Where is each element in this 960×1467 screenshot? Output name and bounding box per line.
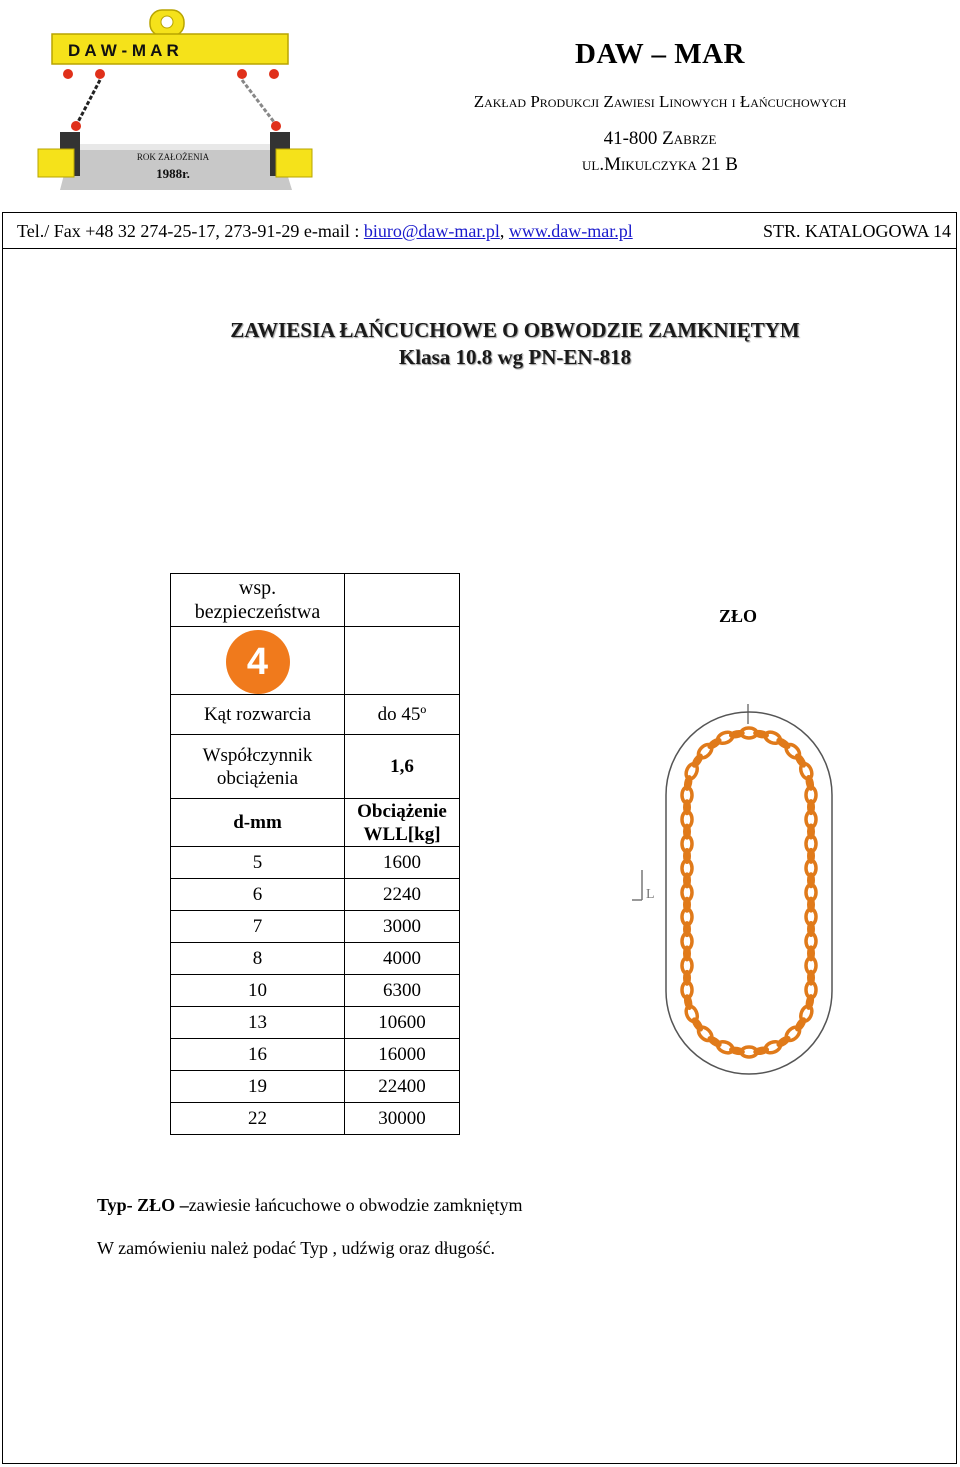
load-factor-label-line1: Współczynnik	[202, 744, 313, 766]
cell-diameter: 6	[171, 879, 345, 911]
table-row	[171, 975, 460, 1007]
angle-label: Kąt rozwarcia	[171, 695, 345, 735]
catalog-page: STR. KATALOGOWA 14	[762, 221, 951, 241]
product-type-label: ZŁO	[718, 606, 757, 626]
col-header-wll-line2: WLL[kg]	[363, 823, 441, 845]
type-note-bold: Typ- ZŁO –	[97, 1195, 189, 1215]
cell-wll: 10600	[345, 1007, 460, 1039]
col-header-wll	[345, 799, 460, 847]
logo-year-label: ROK ZAŁOŻENIA	[136, 152, 210, 162]
load-factor-label-line2: obciążenia	[216, 767, 299, 789]
table-row	[171, 1039, 460, 1071]
company-name: DAW – MAR	[575, 38, 745, 70]
email-link[interactable]: biuro@daw-mar.pl	[363, 221, 500, 241]
col-header-d: d-mm	[171, 799, 345, 847]
contact-prefix: Tel./ Fax +48 32 274-25-17, 273-91-29 e-mail :	[17, 221, 364, 241]
angle-value: do 45º	[345, 695, 460, 735]
safety-factor-cell	[171, 627, 345, 695]
company-logo	[30, 4, 320, 192]
table-row	[171, 847, 460, 879]
table-row	[171, 943, 460, 975]
cell-diameter: 22	[171, 1103, 345, 1135]
cell-wll: 4000	[345, 943, 460, 975]
company-subtitle: Zakład Produkcji Zawiesi Linowych i Łańcuchowych	[473, 92, 847, 111]
cell-diameter: 7	[171, 911, 345, 943]
cell-diameter: 10	[171, 975, 345, 1007]
blank-cell	[345, 574, 460, 627]
logo-year: 1988r.	[156, 166, 190, 181]
address-line-1: 41-800 Zabrze	[603, 128, 717, 149]
chain-sling-image	[620, 700, 840, 1080]
contact-separator: ,	[499, 221, 509, 241]
cell-wll: 30000	[345, 1103, 460, 1135]
table-row	[171, 879, 460, 911]
safety-label-cell	[171, 574, 345, 627]
cell-wll: 2240	[345, 879, 460, 911]
safety-label-line1: wsp.	[238, 577, 277, 599]
blank-cell	[345, 627, 460, 695]
table-row	[171, 1103, 460, 1135]
spec-table	[170, 573, 460, 1135]
type-note	[97, 1195, 523, 1216]
cell-wll: 3000	[345, 911, 460, 943]
address-line-2: ul.Mikulczyka 21 B	[582, 154, 738, 175]
chain-links	[682, 728, 816, 1057]
table-row	[171, 1007, 460, 1039]
page-subtitle: Klasa 10.8 wg PN-EN-818	[398, 345, 632, 369]
cell-diameter: 5	[171, 847, 345, 879]
cell-wll: 6300	[345, 975, 460, 1007]
table-row	[171, 1071, 460, 1103]
safety-label-line2: bezpieczeństwa	[194, 601, 321, 623]
col-header-wll-line1: Obciążenie	[357, 800, 447, 822]
load-factor-label-cell	[171, 735, 345, 799]
load-factor-value: 1,6	[345, 735, 460, 799]
cell-diameter: 16	[171, 1039, 345, 1071]
cell-wll: 16000	[345, 1039, 460, 1071]
order-note: W zamówieniu należ podać Typ , udźwig oraz długość.	[97, 1238, 495, 1258]
page-title: ZAWIESIA ŁAŃCUCHOWE O OBWODZIE ZAMKNIĘTYM	[230, 318, 800, 342]
table-row	[171, 911, 460, 943]
website-link[interactable]: www.daw-mar.pl	[508, 221, 633, 241]
dimension-label: L	[646, 887, 655, 902]
cell-diameter: 19	[171, 1071, 345, 1103]
contact-row	[2, 212, 957, 249]
table-rows	[171, 847, 460, 1135]
cell-wll: 22400	[345, 1071, 460, 1103]
cell-diameter: 13	[171, 1007, 345, 1039]
cell-wll: 1600	[345, 847, 460, 879]
cell-diameter: 8	[171, 943, 345, 975]
logo-text: D A W - M A R	[68, 41, 179, 60]
safety-factor-badge: 4	[226, 630, 290, 694]
type-note-text: zawiesie łańcuchowe o obwodzie zamkniętym	[188, 1195, 523, 1215]
